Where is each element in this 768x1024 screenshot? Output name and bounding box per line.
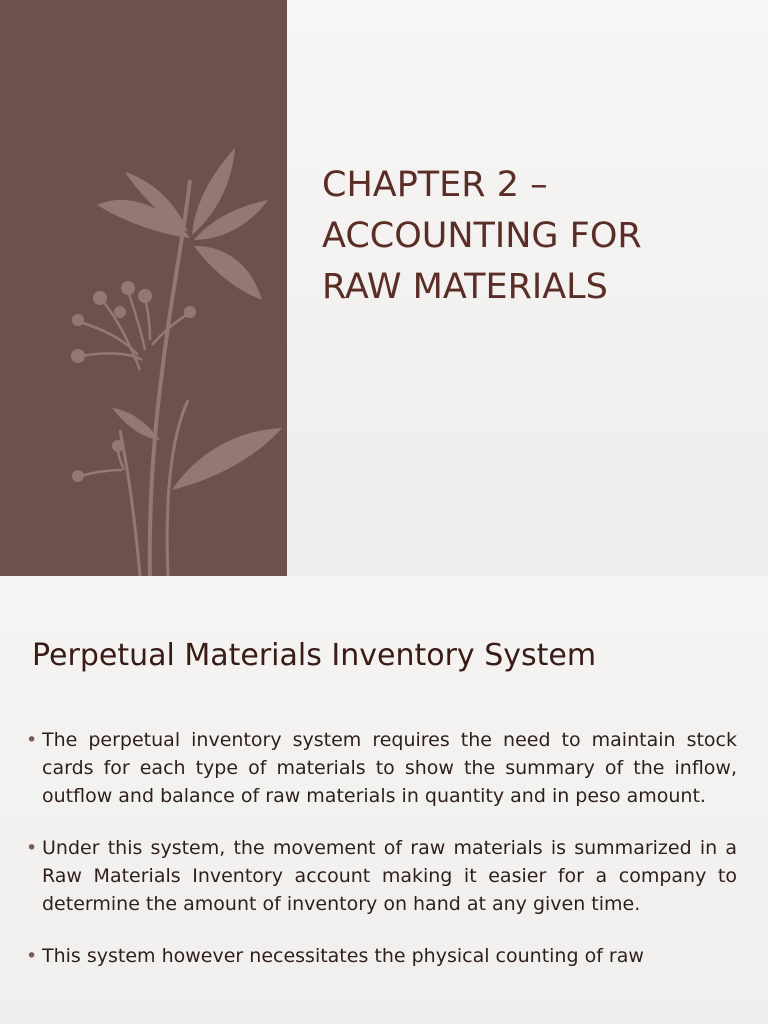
bullet-item	[26, 942, 737, 970]
bullet-item	[26, 726, 737, 810]
bullet-list	[26, 726, 737, 994]
title-line-3: RAW MATERIALS	[322, 267, 608, 307]
botanical-plant-icon	[0, 0, 287, 576]
bullet-text: Under this system, the movement of raw materials is summarized in a Raw Materials Inventory account making it easier for a company to determine the amount of inventory on hand at any given time.	[42, 837, 737, 915]
title-line-1: CHAPTER 2 –	[322, 165, 548, 205]
bullet-icon: •	[26, 837, 38, 859]
bullet-icon: •	[26, 945, 38, 967]
bullet-icon: •	[26, 729, 38, 751]
slide-title	[322, 160, 742, 313]
content-slide	[0, 576, 768, 1024]
bullet-text: The perpetual inventory system requires the need to maintain stock cards for each type of materials to show the summary of the inflow, outflow and balance of raw materials in quantity and in peso amount.	[42, 729, 737, 807]
brown-side-panel	[0, 0, 287, 576]
bullet-item	[26, 834, 737, 918]
title-line-2: ACCOUNTING FOR	[322, 216, 642, 256]
slide-heading: Perpetual Materials Inventory System	[32, 638, 597, 673]
bullet-text: This system however necessitates the physical counting of raw	[42, 945, 644, 967]
